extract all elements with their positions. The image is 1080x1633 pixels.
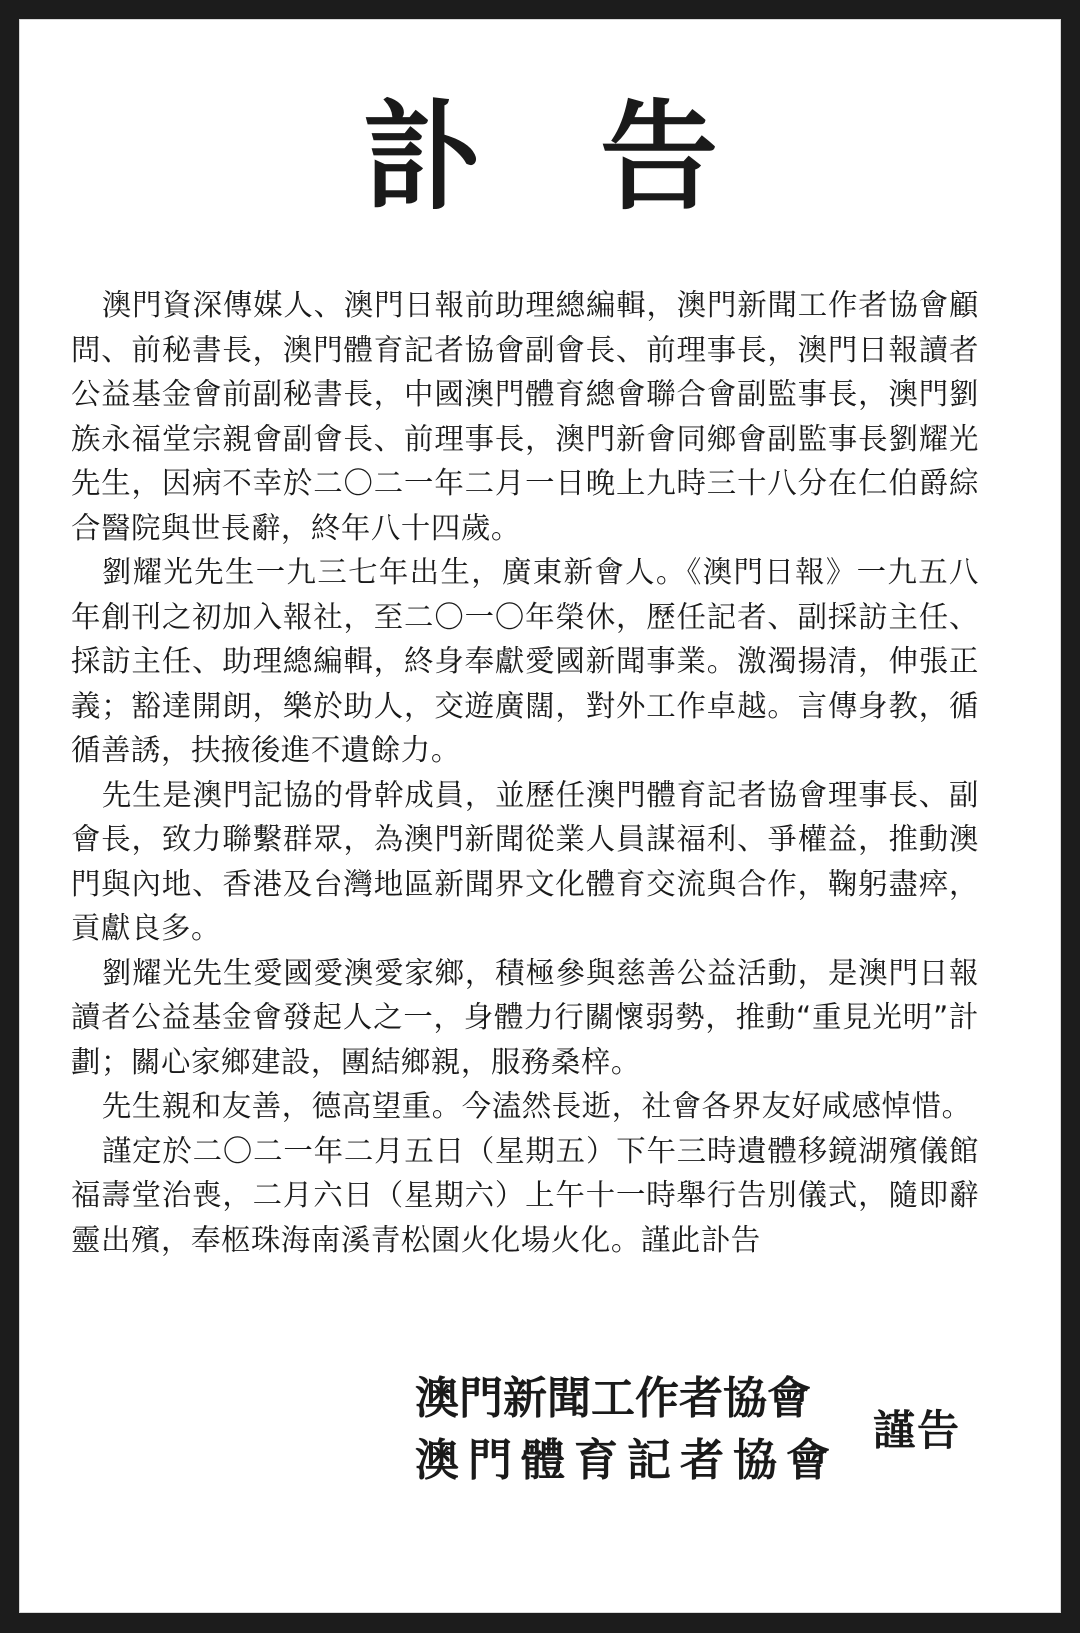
signatory-org-journalists-association: 澳門新聞工作者協會 bbox=[415, 1373, 811, 1424]
paragraph-charity: 劉耀光先生愛國愛澳愛家鄉，積極參與慈善公益活動，是澳門日報讀者公益基金會發起人之一，身體力行關懷弱勢，推動“重見光明”計劃；關心家鄉建設，團結鄉親，服務桑梓。 bbox=[71, 955, 979, 1079]
paragraph-announcement: 澳門資深傳媒人、澳門日報前助理總編輯，澳門新聞工作者協會顧問、前秘書長，澳門體育記者協會副會長、前理事長，澳門日報讀者公益基金會前副秘書長，中國澳門體育總會聯合會副監事長，澳門劉族永福堂宗親會副會長、前理事長，澳門新會同鄉會副監事長劉耀光先生，因病不幸於二〇二一年二月一日晚上九時三十八分在仁伯爵綜合醫院與世長辭，終年八十四歲。 bbox=[71, 288, 979, 545]
paragraph-biography: 劉耀光先生一九三七年出生，廣東新會人。《澳門日報》一九五八年創刊之初加入報社，至二〇一〇年榮休，歷任記者、副採訪主任、採訪主任、助理總編輯，終身奉獻愛國新聞事業。激濁揚清，伸張正義；豁達開朗，樂於助人，交遊廣闊，對外工作卓越。言傳身教，循循善誘，扶掖後進不遺餘力。 bbox=[71, 555, 979, 767]
page-title bbox=[20, 82, 1060, 232]
paragraph-association-role: 先生是澳門記協的骨幹成員，並歷任澳門體育記者協會理事長、副會長，致力聯繫群眾，為澳門新聞從業人員謀福利、爭權益，推動澳門與內地、香港及台灣地區新聞界文化體育交流與合作，鞠躬盡瘁，貢獻良多。 bbox=[71, 777, 979, 945]
obituary-body bbox=[71, 283, 979, 1262]
title-char-2: 告 bbox=[600, 88, 839, 226]
obituary-notice-page bbox=[19, 19, 1061, 1613]
title-char-1: 訃 bbox=[361, 88, 600, 226]
paragraph-funeral-arrangements: 謹定於二〇二一年二月五日（星期五）下午三時遺體移鏡湖殯儀館福壽堂治喪，二月六日（星期六）上午十一時舉行告別儀式，隨即辭靈出殯，奉柩珠海南溪青松園火化場火化。謹此訃告 bbox=[71, 1133, 979, 1257]
signatory-org-sports-press-association: 澳門體育記者協會 bbox=[415, 1435, 839, 1486]
paragraph-tribute: 先生親和友善，德高望重。今溘然長逝，社會各界友好咸感悼惜。 bbox=[101, 1089, 972, 1123]
signatory-organizations bbox=[415, 1368, 839, 1492]
signature-block bbox=[415, 1368, 975, 1498]
signature-closing: 謹告 bbox=[873, 1406, 962, 1455]
